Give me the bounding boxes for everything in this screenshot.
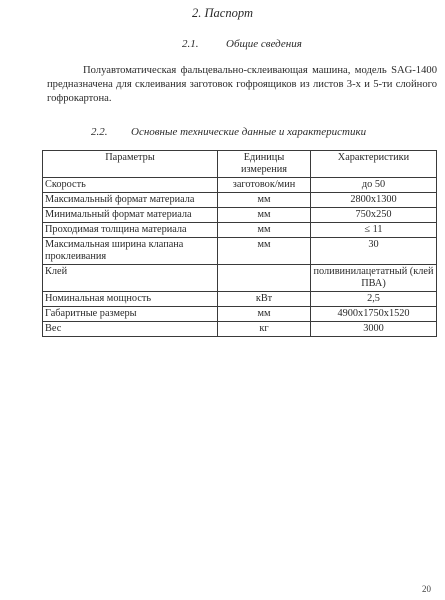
cell-value: до 50: [311, 178, 437, 193]
cell-value: 2800х1300: [311, 193, 437, 208]
intro-paragraph: [47, 64, 437, 105]
cell-parameter: Номинальная мощность: [43, 292, 218, 307]
table-row: [43, 265, 437, 292]
cell-unit: мм: [218, 307, 311, 322]
cell-parameter: Минимальный формат материала: [43, 208, 218, 223]
subsection-number: 2.1.: [182, 38, 199, 50]
specs-table: [42, 150, 437, 337]
header-parameters: Параметры: [43, 151, 218, 178]
subsection-heading-specs: [91, 126, 366, 138]
cell-value: 4900х1750х1520: [311, 307, 437, 322]
cell-unit: заготовок/мин: [218, 178, 311, 193]
cell-unit: кВт: [218, 292, 311, 307]
page-number: 20: [422, 584, 431, 594]
table-row: [43, 238, 437, 265]
cell-parameter: Габаритные размеры: [43, 307, 218, 322]
cell-parameter: Скорость: [43, 178, 218, 193]
subsection-title: Общие сведения: [226, 38, 302, 50]
intro-text: Полуавтоматическая фальцевально-склеивающая машина, модель SAG-1400 предназначена для склеивания заготовок гофроящиков из листов 3-х и 5-ти слойного гофрокартона.: [47, 65, 437, 104]
table-row: [43, 208, 437, 223]
section-title: 2. Паспорт: [192, 6, 253, 20]
cell-value: 750х250: [311, 208, 437, 223]
cell-value: 2,5: [311, 292, 437, 307]
cell-value: поливинилацетатный (клей ПВА): [311, 265, 437, 292]
table-row: [43, 223, 437, 238]
cell-unit: кг: [218, 322, 311, 337]
cell-parameter: Клей: [43, 265, 218, 292]
table-row: [43, 193, 437, 208]
cell-unit: мм: [218, 223, 311, 238]
table-row: [43, 307, 437, 322]
cell-unit: мм: [218, 193, 311, 208]
cell-parameter: Максимальный формат материала: [43, 193, 218, 208]
header-units: Единицы измерения: [218, 151, 311, 178]
cell-parameter: Проходимая толщина материала: [43, 223, 218, 238]
cell-unit: мм: [218, 238, 311, 265]
cell-unit: мм: [218, 208, 311, 223]
subsection-title: Основные технические данные и характеристики: [131, 126, 367, 138]
header-characteristics: Характеристики: [311, 151, 437, 178]
table-row: [43, 178, 437, 193]
subsection-heading-general: [182, 38, 302, 50]
table-row: [43, 292, 437, 307]
cell-value: 3000: [311, 322, 437, 337]
table-header-row: [43, 151, 437, 178]
cell-unit: [218, 265, 311, 292]
cell-value: 30: [311, 238, 437, 265]
subsection-number: 2.2.: [91, 126, 108, 138]
cell-parameter: Вес: [43, 322, 218, 337]
cell-parameter: Максимальная ширина клапана проклеивания: [43, 238, 218, 265]
table-row: [43, 322, 437, 337]
cell-value: ≤ 11: [311, 223, 437, 238]
